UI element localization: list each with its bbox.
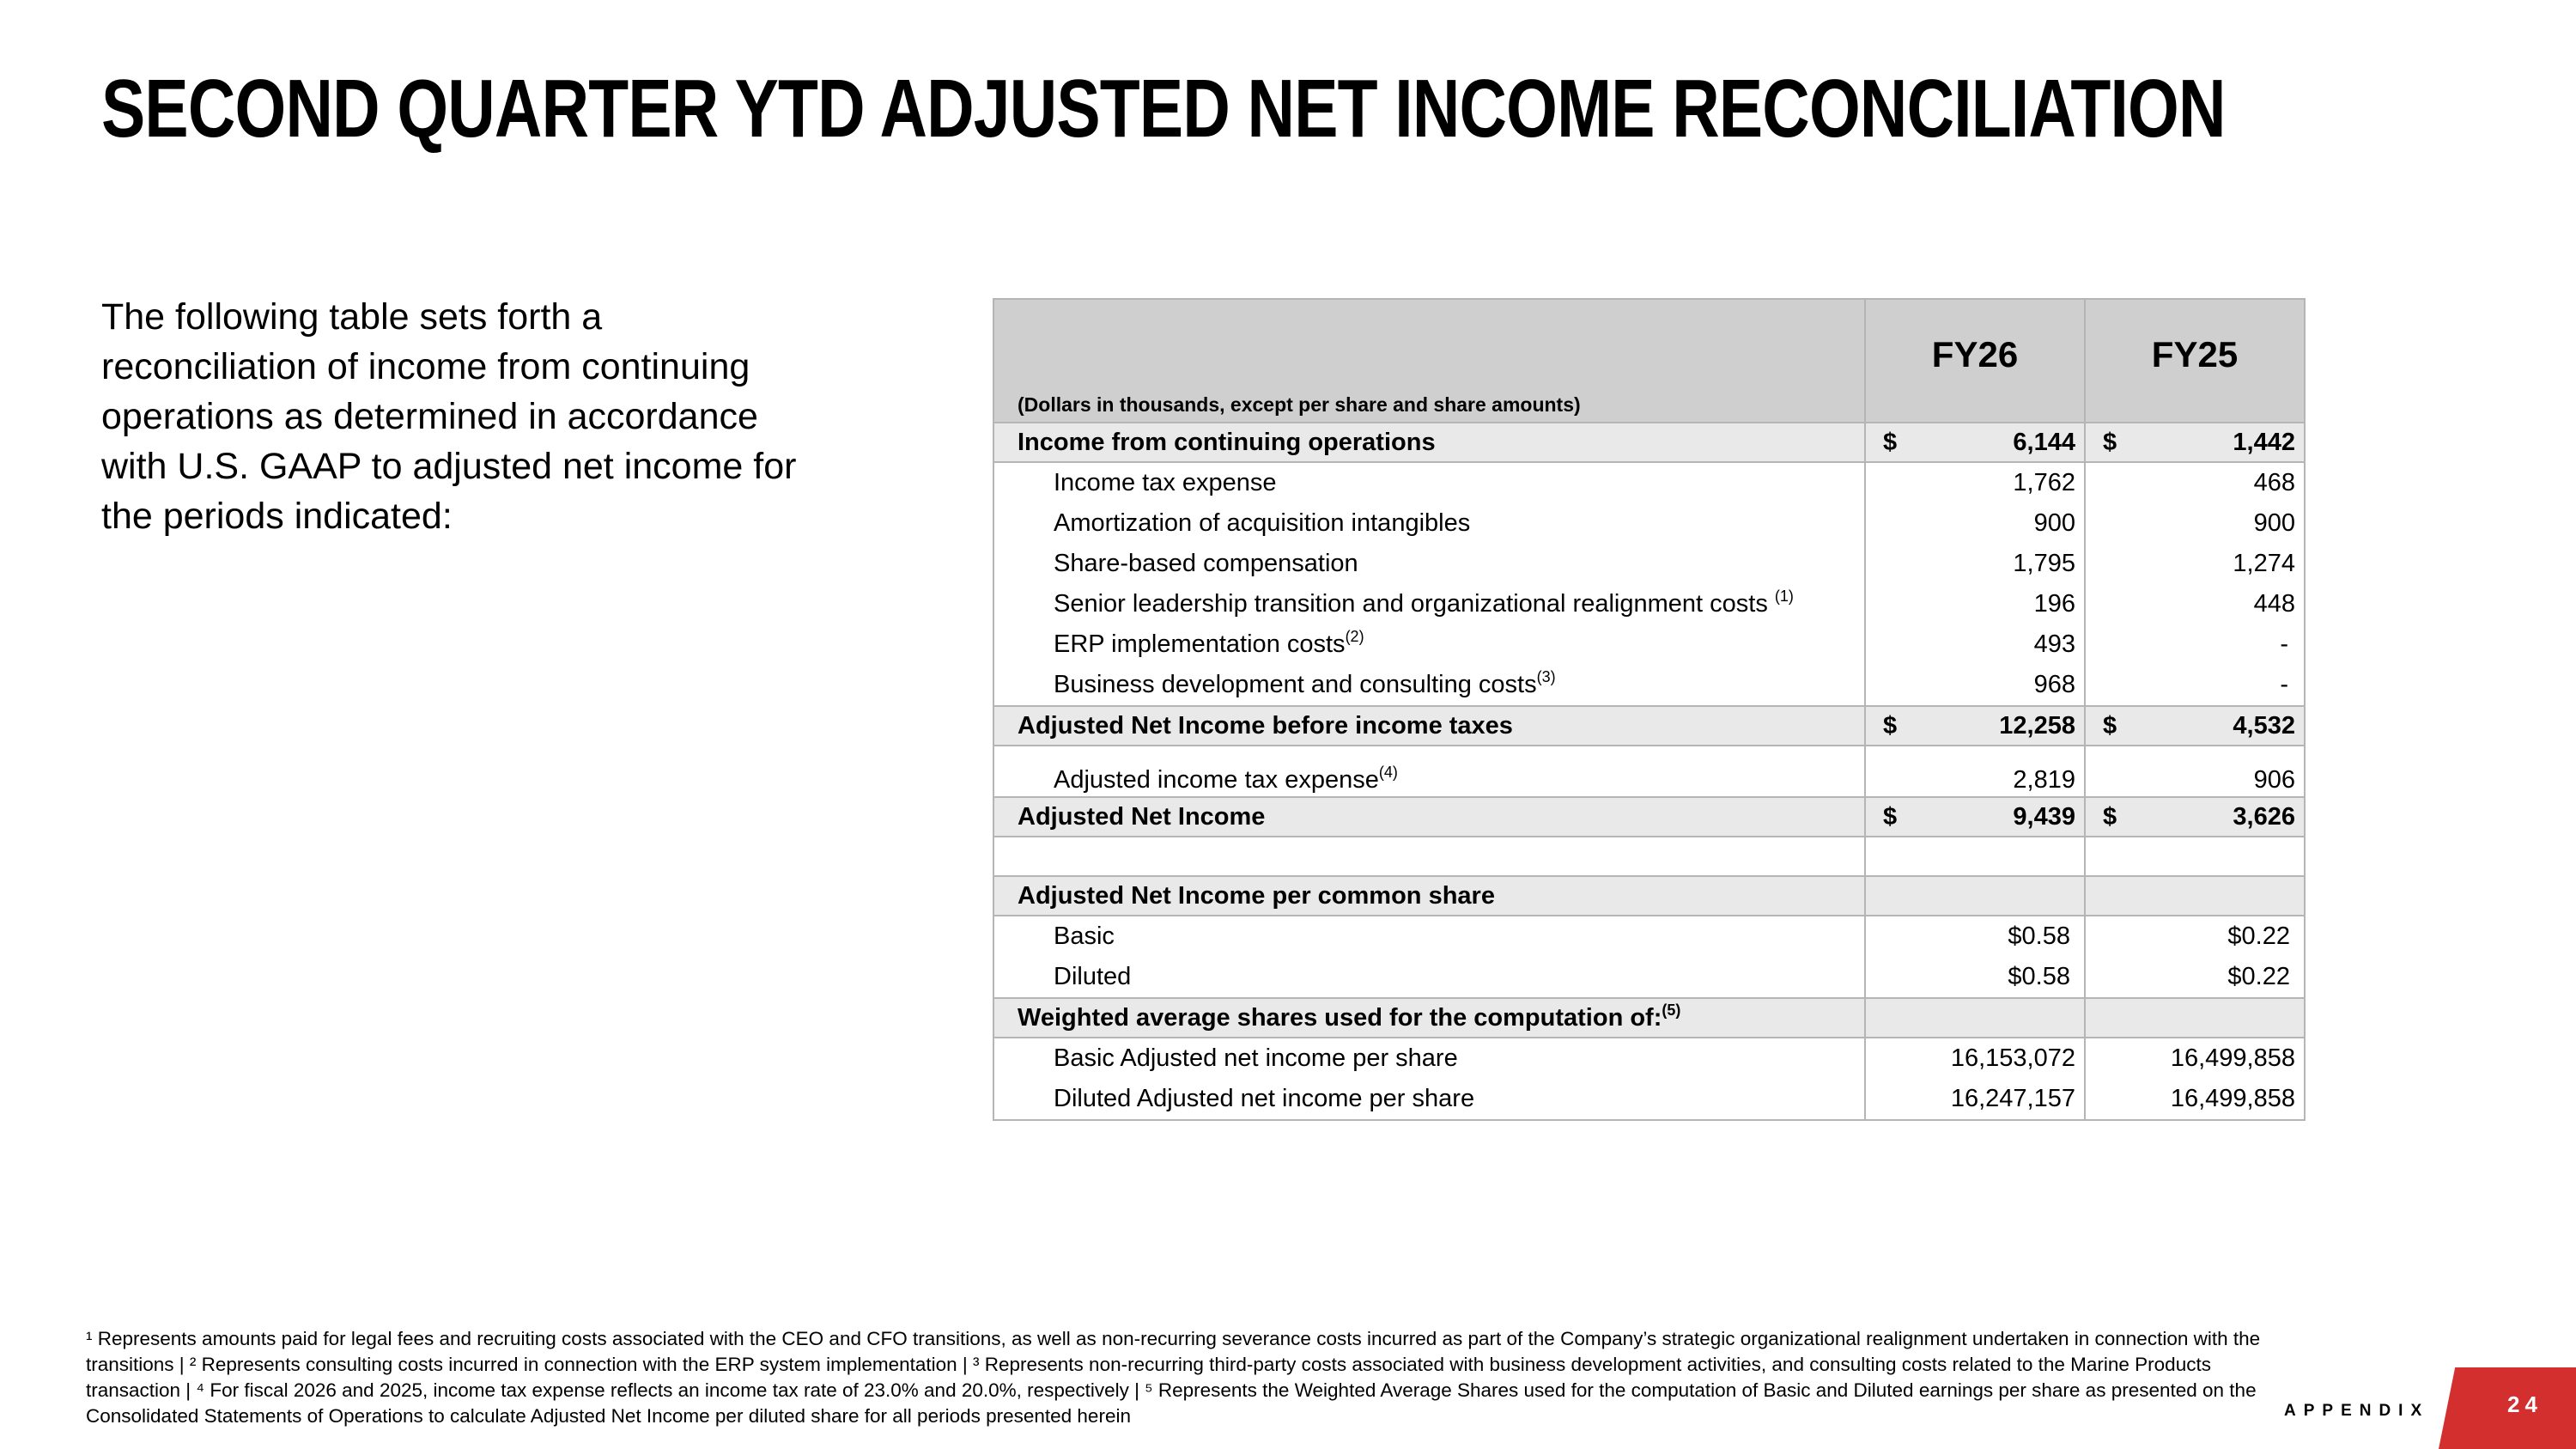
row-label: Basic <box>993 916 1865 957</box>
row-label: Adjusted Net Income before income taxes <box>993 706 1865 746</box>
cell-fy25: 448 <box>2085 584 2305 624</box>
table-row-business-development <box>993 665 2305 706</box>
section-label: APPENDIX <box>2284 1402 2430 1420</box>
cell-fy26: 1,795 <box>1865 544 2085 584</box>
page-title: SECOND QUARTER YTD ADJUSTED NET INCOME RECONCILIATION <box>101 63 2226 155</box>
cell-fy25 <box>2085 665 2305 706</box>
currency-symbol: $ <box>2103 428 2117 456</box>
table-row-adjusted-net-income <box>993 797 2305 837</box>
units-note: (Dollars in thousands, except per share and share amounts) <box>993 299 1865 423</box>
currency-symbol: $ <box>1883 711 1898 740</box>
value: 3,626 <box>2233 802 2295 831</box>
footnote-ref: (4) <box>1378 764 1398 781</box>
footnote-ref: (1) <box>1774 588 1794 605</box>
row-label: Basic Adjusted net income per share <box>993 1038 1865 1079</box>
footnote-ref: (3) <box>1536 668 1556 685</box>
table-row-spacer <box>993 837 2305 876</box>
row-label <box>993 665 1865 706</box>
cell-fy25: 906 <box>2085 746 2305 797</box>
cell-fy26 <box>1865 957 2085 998</box>
cell-fy26 <box>1865 797 2085 837</box>
cell-fy26: 1,762 <box>1865 462 2085 503</box>
value: $0.58 <box>2008 963 2070 990</box>
table-row-adjusted-before-taxes <box>993 706 2305 746</box>
table-row-weighted-header <box>993 998 2305 1038</box>
row-label: Diluted <box>993 957 1865 998</box>
value: 4,532 <box>2233 711 2295 740</box>
row-label <box>993 998 1865 1038</box>
value: 9,439 <box>2013 802 2075 831</box>
currency-symbol: $ <box>1883 802 1898 831</box>
cell-fy26: 968 <box>1865 665 2085 706</box>
cell-fy26 <box>1865 916 2085 957</box>
cell-fy25: 900 <box>2085 503 2305 544</box>
currency-symbol: $ <box>1883 428 1898 456</box>
cell-fy25 <box>2085 916 2305 957</box>
cell-fy25 <box>2085 797 2305 837</box>
cell-fy25: 468 <box>2085 462 2305 503</box>
row-label <box>993 624 1865 665</box>
table-row-erp <box>993 624 2305 665</box>
row-label: Adjusted Net Income <box>993 797 1865 837</box>
cell-fy25 <box>2085 423 2305 462</box>
table-row-share-based-compensation <box>993 544 2305 584</box>
table-row-per-share-header <box>993 876 2305 916</box>
intro-text: The following table sets forth a reconciliation of income from continuing operations as determined in accordance with U.S. GAAP to adjusted net income for the periods indicated: <box>101 296 797 537</box>
cell-fy26: 2,819 <box>1865 746 2085 797</box>
currency-symbol: $ <box>2103 711 2117 740</box>
currency-symbol: $ <box>2103 802 2117 831</box>
cell-fy26 <box>1865 706 2085 746</box>
cell-fy26: 493 <box>1865 624 2085 665</box>
row-label: Income from continuing operations <box>993 423 1865 462</box>
table-row-basic <box>993 916 2305 957</box>
value: $0.22 <box>2227 963 2290 990</box>
table-header-row <box>993 299 2305 423</box>
table-row-diluted-shares <box>993 1079 2305 1120</box>
cell-fy25 <box>2085 706 2305 746</box>
footnotes: ¹ Represents amounts paid for legal fees and recruiting costs associated with the CEO and CFO transitions, as well as non-recurring severance costs incurred as part of the Company’s strategic organizational realignment undertaken in connection with the transitions | ² Represents consulting costs incurred in connection with the ERP system implementation | ³ Represents non-recurring third-party costs associated with business development activities, and consulting costs related to the Marine Products transaction | ⁴ For fiscal 2026 and 2025, income tax expense reflects an income tax rate of 23.0% and 20.0%, respectively | ⁵ Represents the Weighted Average Shares used for the computation of Basic and Diluted earnings per share as presented on the Consolidated Statements of Operations to calculate Adjusted Net Income per diluted share for all periods presented herein <box>86 1328 2261 1427</box>
table-row-income-tax-expense <box>993 462 2305 503</box>
row-label: Adjusted Net Income per common share <box>993 876 1865 916</box>
row-label: Amortization of acquisition intangibles <box>993 503 1865 544</box>
value: 12,258 <box>1999 711 2075 740</box>
cell-fy26: 196 <box>1865 584 2085 624</box>
cell-fy25: 16,499,858 <box>2085 1038 2305 1079</box>
cell-fy25: 16,499,858 <box>2085 1079 2305 1120</box>
cell-fy26 <box>1865 423 2085 462</box>
reconciliation-table <box>993 298 2306 1121</box>
table-row-basic-shares <box>993 1038 2305 1079</box>
table-row-income-continuing <box>993 423 2305 462</box>
value: 6,144 <box>2013 428 2075 456</box>
label-text: Senior leadership transition and organizational realignment costs <box>1054 590 1768 618</box>
value: $0.22 <box>2227 922 2290 950</box>
table-row-amortization <box>993 503 2305 544</box>
table-row-diluted <box>993 957 2305 998</box>
row-label: Income tax expense <box>993 462 1865 503</box>
column-header-fy25: FY25 <box>2085 299 2305 423</box>
row-label: Share-based compensation <box>993 544 1865 584</box>
cell-fy26: 900 <box>1865 503 2085 544</box>
cell-fy25 <box>2085 624 2305 665</box>
row-label: Diluted Adjusted net income per share <box>993 1079 1865 1120</box>
page-number: 24 <box>2507 1391 2543 1417</box>
footnote-ref: (5) <box>1662 1001 1681 1019</box>
label-text: ERP implementation costs <box>1054 630 1346 658</box>
value: 1,442 <box>2233 428 2295 456</box>
cell-fy26: 16,247,157 <box>1865 1079 2085 1120</box>
row-label <box>993 584 1865 624</box>
footnote-ref: (2) <box>1345 628 1364 645</box>
table-row-adjusted-tax-expense <box>993 746 2305 797</box>
value: - <box>2280 630 2288 658</box>
row-label <box>993 746 1865 797</box>
table-row-senior-leadership <box>993 584 2305 624</box>
value: $0.58 <box>2008 922 2070 950</box>
label-text: Business development and consulting costs <box>1054 671 1537 698</box>
value: - <box>2280 671 2288 698</box>
label-text: Weighted average shares used for the computation of: <box>1018 1003 1662 1032</box>
cell-fy25 <box>2085 957 2305 998</box>
column-header-fy26: FY26 <box>1865 299 2085 423</box>
cell-fy26: 16,153,072 <box>1865 1038 2085 1079</box>
cell-fy25: 1,274 <box>2085 544 2305 584</box>
label-text: Adjusted income tax expense <box>1054 766 1379 794</box>
